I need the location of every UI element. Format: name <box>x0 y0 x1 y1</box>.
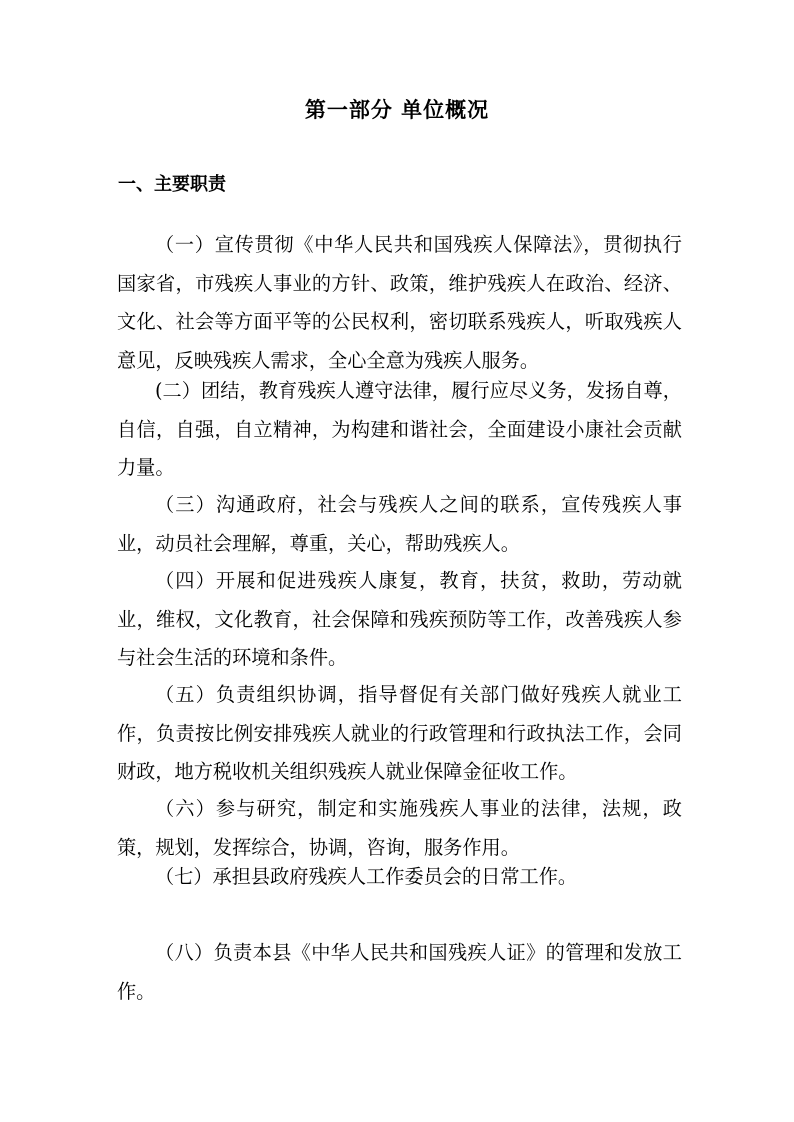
paragraph-6: （六）参与研究，制定和实施残疾人事业的法律，法规，政策，规划，发挥综合，协调，咨询，服务作用。 <box>117 797 682 859</box>
section-heading: 一、主要职责 <box>118 174 226 195</box>
page-title: 第一部分 单位概况 <box>304 98 490 122</box>
paragraph-4: （四）开展和促进残疾人康复，教育，扶贫，救助，劳动就业，维权，文化教育，社会保障和残疾预防等工作，改善残疾人参与社会生活的环境和条件。 <box>117 569 682 669</box>
paragraph-5: （五）负责组织协调，指导督促有关部门做好残疾人就业工作，负责按比例安排残疾人就业的行政管理和行政执法工作，会同财政，地方税收机关组织残疾人就业保障金征收工作。 <box>117 683 682 783</box>
paragraph-2: (二）团结，教育残疾人遵守法律，履行应尽义务，发扬自尊，自信，自强，自立精神，为构建和谐社会，全面建设小康社会贡献力量。 <box>117 379 682 479</box>
paragraph-7: （七）承担县政府残疾人工作委员会的日常工作。 <box>155 865 578 888</box>
paragraph-3: （三）沟通政府，社会与残疾人之间的联系，宣传残疾人事业，动员社会理解，尊重，关心，帮助残疾人。 <box>117 493 682 555</box>
paragraph-1: （一）宣传贯彻《中华人民共和国残疾人保障法》，贯彻执行国家省，市残疾人事业的方针、政策，维护残疾人在政治、经济、文化、社会等方面平等的公民权利，密切联系残疾人，听取残疾人意见，反映残疾人需求，全心全意为残疾人服务。 <box>117 233 682 372</box>
paragraph-8: （八）负责本县《中华人民共和国残疾人证》的管理和发放工作。 <box>117 941 682 1003</box>
